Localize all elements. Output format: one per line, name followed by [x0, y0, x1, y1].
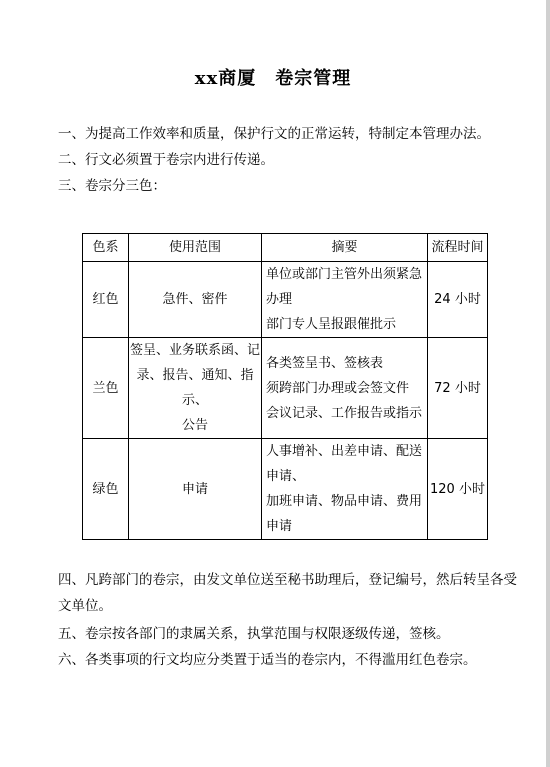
paragraph-3: 三、卷宗分三色：	[58, 178, 166, 194]
paragraph-1: 一、为提高工作效率和质量，保护行文的正常运转，特制定本管理办法。	[58, 126, 490, 142]
paragraph-2: 二、行文必须置于卷宗内进行传递。	[58, 152, 274, 168]
cell-summary-line: 办理	[266, 292, 293, 307]
cell-summary-line: 申请、	[266, 469, 306, 484]
cell-summary-line: 会议记录、工作报告或指示	[266, 405, 423, 421]
table-row	[83, 439, 488, 540]
table-row	[83, 338, 488, 439]
cell-color: 绿色	[83, 439, 129, 540]
cell-color: 红色	[83, 262, 129, 338]
cell-summary-line: 申请	[266, 519, 293, 534]
folder-color-table	[82, 233, 488, 540]
header-color: 色系	[83, 234, 129, 262]
cell-scope-line: 公告	[181, 418, 208, 433]
table-row	[83, 262, 488, 338]
cell-scope	[129, 262, 262, 338]
cell-scope	[129, 338, 262, 439]
document-title: xx商厦 卷宗管理	[194, 68, 352, 89]
paragraph-5: 五、卷宗按各部门的隶属关系，执掌范围与权限逐级传递，签核。	[58, 626, 450, 642]
page-edge	[546, 0, 550, 767]
cell-scope-line: 申请	[181, 481, 208, 497]
cell-scope	[129, 439, 262, 540]
cell-time: 72 小时	[428, 338, 488, 439]
cell-summary-line: 须跨部门办理或会签文件	[266, 380, 410, 396]
cell-scope-line: 签呈、业务联系函、记	[129, 343, 260, 358]
cell-summary-line: 人事增补、出差申请、配送	[266, 444, 423, 459]
cell-summary-line: 单位或部门主管外出须紧急	[266, 267, 423, 282]
cell-color: 兰色	[83, 338, 129, 439]
cell-summary	[262, 338, 428, 439]
header-summary: 摘要	[262, 234, 428, 262]
cell-time: 120 小时	[428, 439, 488, 540]
paragraph-6: 六、各类事项的行文均应分类置于适当的卷宗内，不得滥用红色卷宗。	[58, 652, 477, 668]
cell-summary	[262, 439, 428, 540]
cell-summary-line: 加班申请、物品申请、费用	[266, 494, 423, 509]
table-header-row	[83, 234, 488, 262]
cell-time: 24 小时	[428, 262, 488, 338]
cell-scope-line: 录、报告、通知、指示、	[136, 368, 254, 408]
paragraph-4: 四、凡跨部门的卷宗，由发文单位送至秘书助理后，登记编号，然后转呈各受文单位。	[58, 572, 517, 614]
cell-summary	[262, 262, 428, 338]
cell-summary-line: 部门专人呈报跟催批示	[266, 317, 397, 332]
header-scope: 使用范围	[129, 234, 262, 262]
cell-scope-line: 急件、密件	[162, 292, 228, 307]
cell-summary-line: 各类签呈书、签核表	[266, 355, 384, 371]
header-time: 流程时间	[428, 234, 488, 262]
